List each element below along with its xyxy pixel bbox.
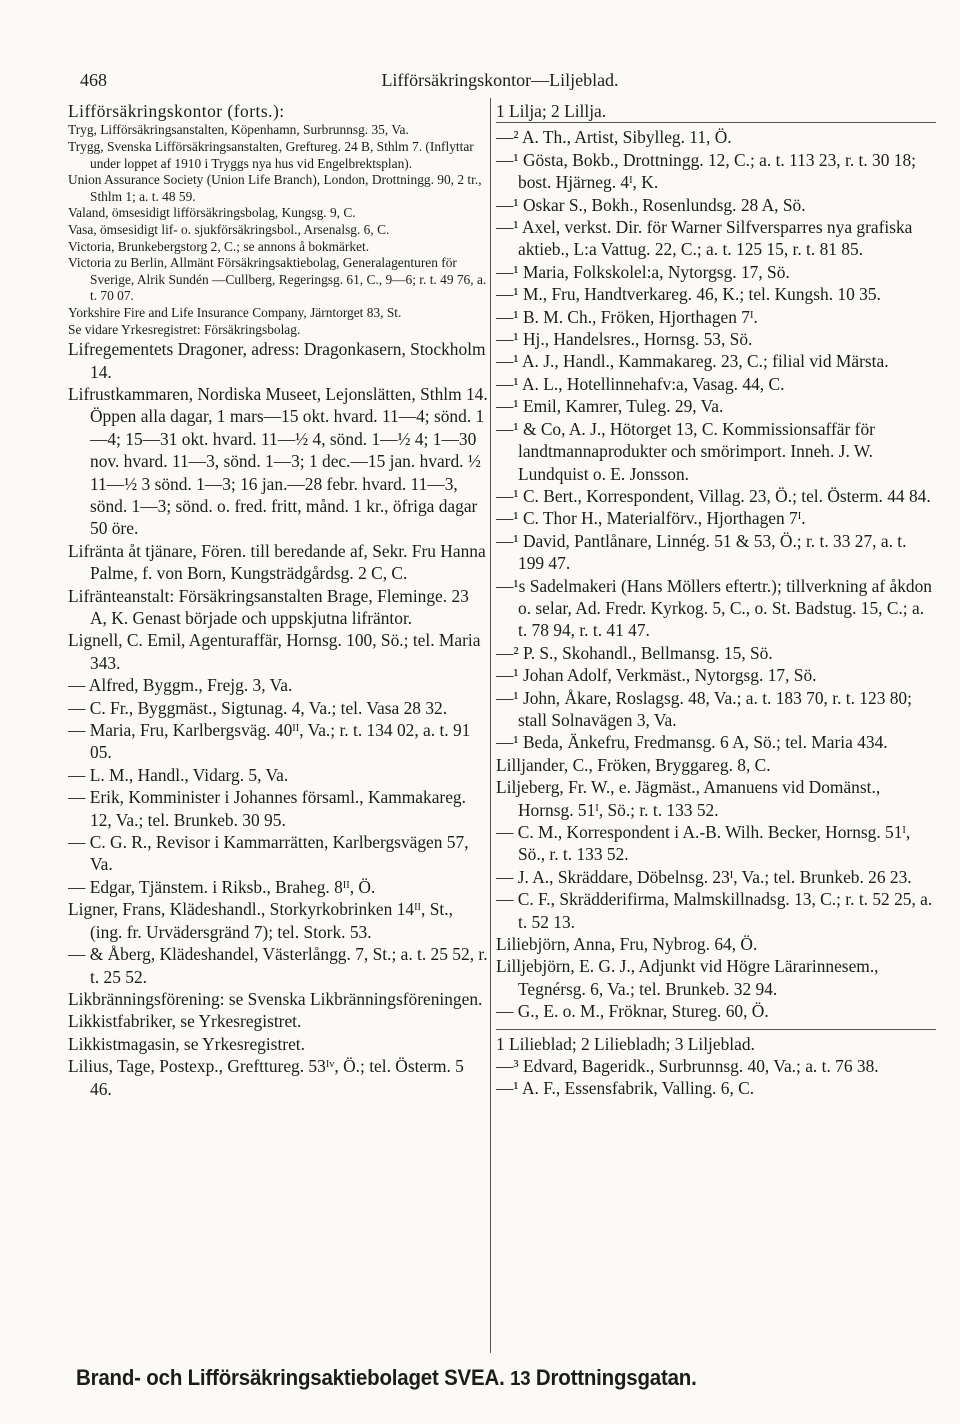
directory-entry: Lignell, C. Emil, Agenturaffär, Hornsg. 100, Sö.; tel. Maria 343. [68,630,481,673]
directory-entry: Ligner, Frans, Klädeshandl., Storkyrkobrinken 14ᴵᴵ, St., (ing. fr. Urvädersgränd 7); tel. Stork. 53. [68,899,453,942]
directory-entry: —¹s Sadelmakeri (Hans Möllers eftertr.); tillverkning af åkdon o. selar, Ad. Fredr. Kyrkog. 5, C., o. St. Badstug. 15, C.; a. t. 78 94, r. t. 41 47. [496,575,932,641]
directory-entry: Tryg, Lifförsäkringsanstalten, Köpenhamn, Surbrunnsg. 35, Va. [68,122,409,138]
directory-entry: —¹ A. J., Handl., Kammakareg. 23, C.; filial vid Märsta. [496,351,889,372]
directory-entry: —¹ David, Pantlånare, Linnég. 51 & 53, Ö.; r. t. 33 27, a. t. 199 47. [496,530,907,574]
directory-entry: Trygg, Svenska Lifförsäkringsanstalten, Greftureg. 24 B, Sthlm 7. (Inflyttar under loppet af 1910 i Tryggs nya hus vid Engelbrektsplan). [68,139,474,171]
directory-entry: Valand, ömsesidigt lifförsäkringsbolag, Kungsg. 9, C. [68,205,356,221]
directory-entry: —³ Edvard, Bageridk., Surbrunnsg. 40, Va.; a. t. 76 38. [496,1056,879,1077]
directory-entry: —¹ Johan Adolf, Verkmäst., Nytorgsg. 17, Sö. [496,665,817,686]
directory-entry: — Maria, Fru, Karlbergsväg. 40ᴵᴵ, Va.; r. t. 134 02, a. t. 91 05. [68,720,471,763]
footer-company: Brand- och Lifförsäkringsaktiebolaget SVEA. [76,1365,505,1390]
directory-entry: —² A. Th., Artist, Sibylleg. 11, Ö. [496,127,732,148]
directory-entry: Se vidare Yrkesregistret: Försäkringsbolag. [68,321,301,337]
directory-entry: — Erik, Komminister i Johannes församl., Kammakareg. 12, Va.; tel. Brunkeb. 30 95. [68,787,466,830]
directory-entry: Likkistmagasin, se Yrkesregistret. [68,1033,305,1054]
directory-entry: Lifrustkammaren, Nordiska Museet, Lejonslätten, Sthlm 14. Öppen alla dagar, 1 mars—15 okt. hvard. 11—4; sönd. 1—4; 15—31 okt. hvard. 11—½ 4, sönd. 1—½ 4; 1—30 nov. hvard. 11—3, sönd. 1—3; 1 dec.—15 jan. hvard. ½ 11—½ 3 sönd. 1—3; 16 jan.—28 febr. hvard. 11—3, sönd. 1—3; sönd. o. fred. fritt, månd. 1 kr., öfriga dagar 50 öre. [68,383,488,539]
directory-entry: —¹ A. F., Essensfabrik, Valling. 6, C. [496,1078,755,1099]
directory-entry: — C. M., Korrespondent i A.-B. Wilh. Becker, Hornsg. 51ᴵ, Sö., r. t. 133 52. [496,822,911,865]
directory-entry: Liljeberg, Fr. W., e. Jägmäst., Amanuens vid Domänst., Hornsg. 51ᴵ, Sö.; r. t. 133 52. [496,777,881,820]
directory-entry: Likbränningsförening: se Svenska Likbränningsföreningen. [68,988,483,1009]
directory-entry: —¹ C. Thor H., Materialförv., Hjorthagen 7ᴵ. [496,508,806,529]
directory-entry: — L. M., Handl., Vidarg. 5, Va. [68,764,289,785]
directory-entry: — C. Fr., Byggmäst., Sigtunag. 4, Va.; tel. Vasa 28 32. [68,697,448,718]
directory-entry: Yorkshire Fire and Life Insurance Company, Järntorget 83, St. [68,304,402,320]
directory-entry: Union Assurance Society (Union Life Branch), London, Drottningg. 90, 2 tr., Sthlm 1; a. t. 48 59. [68,172,482,204]
directory-entry: — & Åberg, Klädeshandel, Västerlångg. 7, St.; a. t. 25 52, r. t. 25 52. [68,944,488,987]
directory-entry: —¹ Emil, Kamrer, Tuleg. 29, Va. [496,396,724,417]
page-header [80,70,920,94]
directory-entry: —¹ Gösta, Bokb., Drottningg. 12, C.; a. t. 113 23, r. t. 30 18; bost. Hjärneg. 4ᴵ, K. [496,149,917,193]
left-column [68,100,488,1350]
directory-entry: —¹ Oskar S., Bokh., Rosenlundsg. 28 A, Sö. [496,194,806,215]
directory-entry: —¹ & Co, A. J., Hötorget 13, C. Kommissionsaffär för landtmannaprodukter och smörimport. Inneh. J. W. Lundquist o. E. Jonsson. [496,418,875,484]
footer-street: Drottningsgatan. [535,1365,697,1390]
directory-entry: —¹ Beda, Änkefru, Fredmansg. 6 A, Sö.; tel. Maria 434. [496,732,888,753]
running-title: Lifförsäkringskontor—Liljeblad. [381,70,619,90]
directory-entry: Lifförsäkringskontor (forts.): [68,101,285,121]
section-heading: 1 Lilja; 2 Lillja. [496,100,936,123]
directory-entry: —¹ A. L., Hotellinnehafv:a, Vasag. 44, C. [496,373,785,394]
directory-entry: —¹ M., Fru, Handtverkareg. 46, K.; tel. Kungsh. 10 35. [496,284,881,305]
directory-entry: —¹ C. Bert., Korrespondent, Villag. 23, Ö.; tel. Österm. 44 84. [496,485,931,506]
directory-entry: —¹ Maria, Folkskolel:a, Nytorgsg. 17, Sö. [496,261,790,282]
right-column [496,100,936,1350]
directory-entry: — C. F., Skrädderifirma, Malmskillnadsg. 13, C.; r. t. 52 25, a. t. 52 13. [496,889,933,932]
footer-number: 13 [510,1368,531,1390]
advertisement-footer [76,1365,876,1391]
directory-entry: Lilius, Tage, Postexp., Grefttureg. 53ᴵᵛ, Ö.; tel. Österm. 5 46. [68,1056,464,1099]
section-heading: 1 Lilieblad; 2 Liliebladh; 3 Liljeblad. [496,1029,936,1055]
directory-entry: —¹ Hj., Handelsres., Hornsg. 53, Sö. [496,329,753,350]
directory-entry: Lifregementets Dragoner, adress: Dragonkasern, Stockholm 14. [68,339,486,382]
directory-entry: — Alfred, Byggm., Frejg. 3, Va. [68,675,293,696]
directory-entry: — G., E. o. M., Fröknar, Stureg. 60, Ö. [496,1001,769,1022]
directory-entry: Lilljebjörn, E. G. J., Adjunkt vid Högre Lärarinnesem., Tegnérsg. 6, Va.; tel. Brunkeb. 32 94. [496,956,879,999]
column-divider [490,98,491,1353]
directory-entry: —¹ John, Åkare, Roslagsg. 48, Va.; a. t. 183 70, r. t. 123 80; stall Solnavägen 3, Va. [496,687,912,730]
directory-entry: Victoria, Brunkebergstorg 2, C.; se annons å bokmärket. [68,238,370,254]
directory-entry: —¹ B. M. Ch., Fröken, Hjorthagen 7ᴵ. [496,306,758,327]
directory-entry: — C. G. R., Revisor i Kammarrätten, Karlbergsvägen 57, Va. [68,832,469,875]
directory-entry: Victoria zu Berlin, Allmänt Försäkringsaktiebolag, Generalagenturen för Sverige, Alrik Sundén —Cullberg, Regeringsg. 61, C., 9—6; r. t. 49 76, a. t. 70 07. [68,255,487,304]
directory-entry: Lifränteanstalt: Försäkringsanstalten Brage, Fleminge. 23 A, K. Genast började och uppskjutna lifräntor. [68,585,469,628]
page-number: 468 [80,70,107,90]
directory-entry: —¹ Axel, verkst. Dir. för Warner Silfversparres nya grafiska aktieb., L:a Vattug. 22, C.; a. t. 125 15, r. t. 81 85. [496,217,913,260]
directory-entry: Vasa, ömsesidigt lif- o. sjukförsäkringsbol., Arsenalsg. 6, C. [68,221,390,237]
directory-entry: — Edgar, Tjänstem. i Riksb., Braheg. 8ᴵᴵ, Ö. [68,876,376,897]
directory-entry: —² P. S., Skohandl., Bellmansg. 15, Sö. [496,642,773,663]
directory-entry: Likkistfabriker, se Yrkesregistret. [68,1011,302,1032]
directory-entry: Lilljander, C., Fröken, Bryggareg. 8, C. [496,754,771,775]
directory-entry: Lifränta åt tjänare, Fören. till beredande af, Sekr. Fru Hanna Palme, f. von Born, Kungsträdgårdsg. 2 C, C. [68,540,486,584]
directory-entry: Liliebjörn, Anna, Fru, Nybrog. 64, Ö. [496,934,758,955]
directory-entry: — J. A., Skräddare, Döbelnsg. 23ᴵ, Va.; tel. Brunkeb. 26 23. [496,866,912,887]
